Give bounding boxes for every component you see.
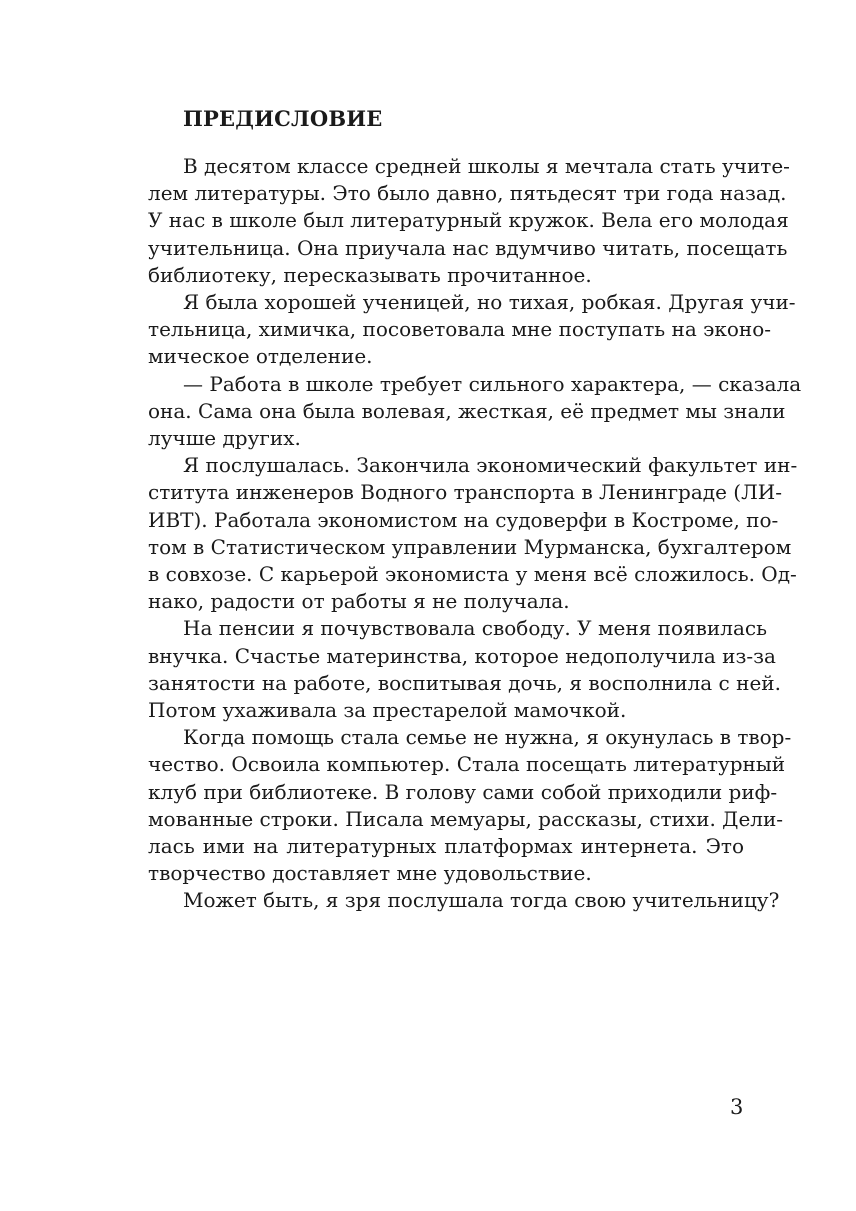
page-title: ПРЕДИСЛОВИЕ [183,106,383,131]
text-line: нако, радости от работы я не получала. [148,589,570,614]
text-line: В десятом классе средней школы я мечтала стать учите- [183,154,790,178]
text-line: лучше других. [148,426,301,451]
text-line: Я была хорошей ученицей, но тихая, робкая. Другая учи- [183,290,796,315]
text-line: внучка. Счастье материнства, которое недополучила из-за [148,643,776,668]
paragraph [148,153,790,289]
text-line: — Работа в школе требует сильного характера, — сказала [183,371,802,396]
text-line: Может быть, я зря послушала тогда свою учительницу? [183,888,780,913]
text-line: библиотеку, пересказывать прочитанное. [148,262,592,287]
text-line: У нас в школе был литературный кружок. Вела его молодая [148,208,789,233]
text-line: тельница, химичка, посоветовала мне поступать на эконо- [148,317,772,342]
text-line: занятости на работе, воспитывая дочь, я восполнила с ней. [148,670,781,695]
text-line: учительница. Она приучала нас вдумчиво читать, посещать [148,235,788,260]
text-line: На пенсии я почувствовала свободу. У меня появилась [183,616,767,641]
text-line: ститута инженеров Водного транспорта в Ленинграде (ЛИ- [148,480,782,505]
paragraph [148,452,798,615]
text-line: мическое отделение. [148,344,373,369]
text-line: лась ими на литературных платформах интернета. Это [148,834,744,859]
text-line: мованные строки. Писала мемуары, рассказы, стихи. Дели- [148,806,784,831]
page-number: 3 [730,1095,744,1119]
paragraph [148,887,780,914]
text-line: Я послушалась. Закончила экономический факультет ин- [183,453,798,478]
text-line: творчество доставляет мне удовольствие. [148,861,592,886]
text-line: в совхозе. С карьерой экономиста у меня всё сложилось. Од- [148,562,797,587]
text-line: ИВТ). Работала экономистом на судоверфи в Костроме, по- [148,507,779,532]
text-line: чество. Освоила компьютер. Стала посещать литературный [148,752,786,777]
text-line: Когда помощь стала семье не нужна, я окунулась в твор- [183,725,792,750]
text-line: Потом ухаживала за престарелой мамочкой. [148,698,627,723]
paragraph [148,615,781,724]
paragraph [148,371,802,453]
text-line: лем литературы. Это было давно, пятьдесят три года назад. [148,181,787,206]
text-line: она. Сама она была волевая, жесткая, её предмет мы знали [148,398,786,423]
paragraph [148,289,796,371]
paragraph [148,724,792,887]
text-line: том в Статистическом управлении Мурманска, бухгалтером [148,534,792,559]
body-text [148,153,802,915]
text-line: клуб при библиотеке. В голову сами собой приходили риф- [148,779,778,804]
